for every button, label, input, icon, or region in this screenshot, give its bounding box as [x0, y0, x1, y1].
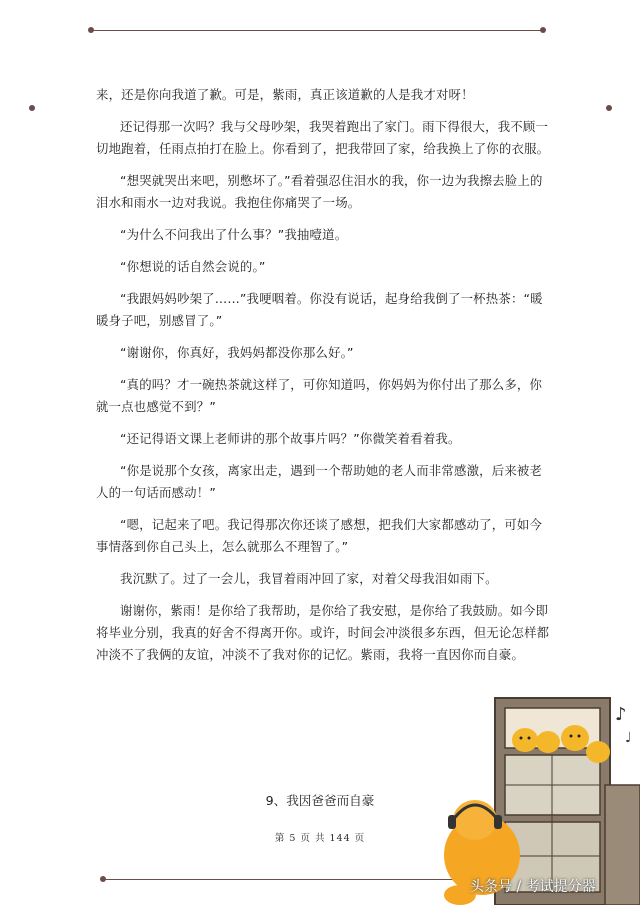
watermark: 头条号 / 考试提分器 — [470, 879, 596, 895]
rule-dot — [100, 876, 106, 882]
paragraph: “为什么不问我出了什么事？”我抽噎道。 — [120, 227, 348, 242]
paragraph: “你是说那个女孩，离家出走，遇到一个帮助她的老人而非常感激，后来被老人的一句话而感动！” — [96, 463, 543, 500]
margin-dot — [29, 105, 35, 111]
rule-dot — [88, 27, 94, 33]
article-body — [96, 84, 552, 676]
page-number: 第 5 页 共 144 页 — [274, 833, 366, 844]
paragraph: “嗯，记起来了吧。我记得那次你还谈了感想，把我们大家都感动了，可如今事情落到你自己头上，怎么就那么不理智了。” — [96, 517, 543, 554]
margin-dot — [606, 105, 612, 111]
section-heading: 9、我因爸爸而自豪 — [265, 793, 375, 808]
paragraph: “你想说的话自然会说的。” — [120, 259, 266, 274]
paragraph: “想哭就哭出来吧，别憋坏了。”看着强忍住泪水的我，你一边为我擦去脸上的泪水和雨水一边对我说。我抱住你痛哭了一场。 — [96, 173, 543, 210]
paragraph: 我沉默了。过了一会儿，我冒着雨冲回了家，对着父母我泪如雨下。 — [120, 571, 498, 586]
paragraph: “我跟妈妈吵架了……”我哽咽着。你没有说话，起身给我倒了一杯热茶：“暖暖身子吧，别感冒了。” — [96, 291, 543, 328]
top-rule — [91, 30, 545, 31]
svg-text:♪: ♪ — [615, 704, 627, 725]
paragraph: “真的吗？才一碗热茶就这样了，可你知道吗，你妈妈为你付出了那么多，你就一点也感觉不到？” — [96, 377, 543, 414]
paragraph: “还记得语文课上老师讲的那个故事片吗？”你微笑着看着我。 — [120, 431, 461, 446]
paragraph: 来，还是你向我道了歉。可是，紫雨，真正该道歉的人是我才对呀！ — [96, 87, 474, 102]
svg-text:♩: ♩ — [625, 730, 632, 746]
radio-shelf-with-chicks-illustration — [420, 680, 640, 905]
paragraph: 谢谢你，紫雨！是你给了我帮助，是你给了我安慰，是你给了我鼓励。如今即将毕业分别，我真的好舍不得离开你。或许，时间会冲淡很多东西，但无论怎样都冲淡不了我俩的友谊，冲淡不了我对你的记忆。紫雨，我将一直因你而自豪。 — [96, 603, 550, 662]
paragraph: 还记得那一次吗？我与父母吵架，我哭着跑出了家门。雨下得很大，我不顾一切地跑着，任雨点拍打在脸上。你看到了，把我带回了家，给我换上了你的衣服。 — [96, 119, 550, 156]
paragraph: “谢谢你，你真好，我妈妈都没你那么好。” — [120, 345, 354, 360]
rule-dot — [540, 27, 546, 33]
